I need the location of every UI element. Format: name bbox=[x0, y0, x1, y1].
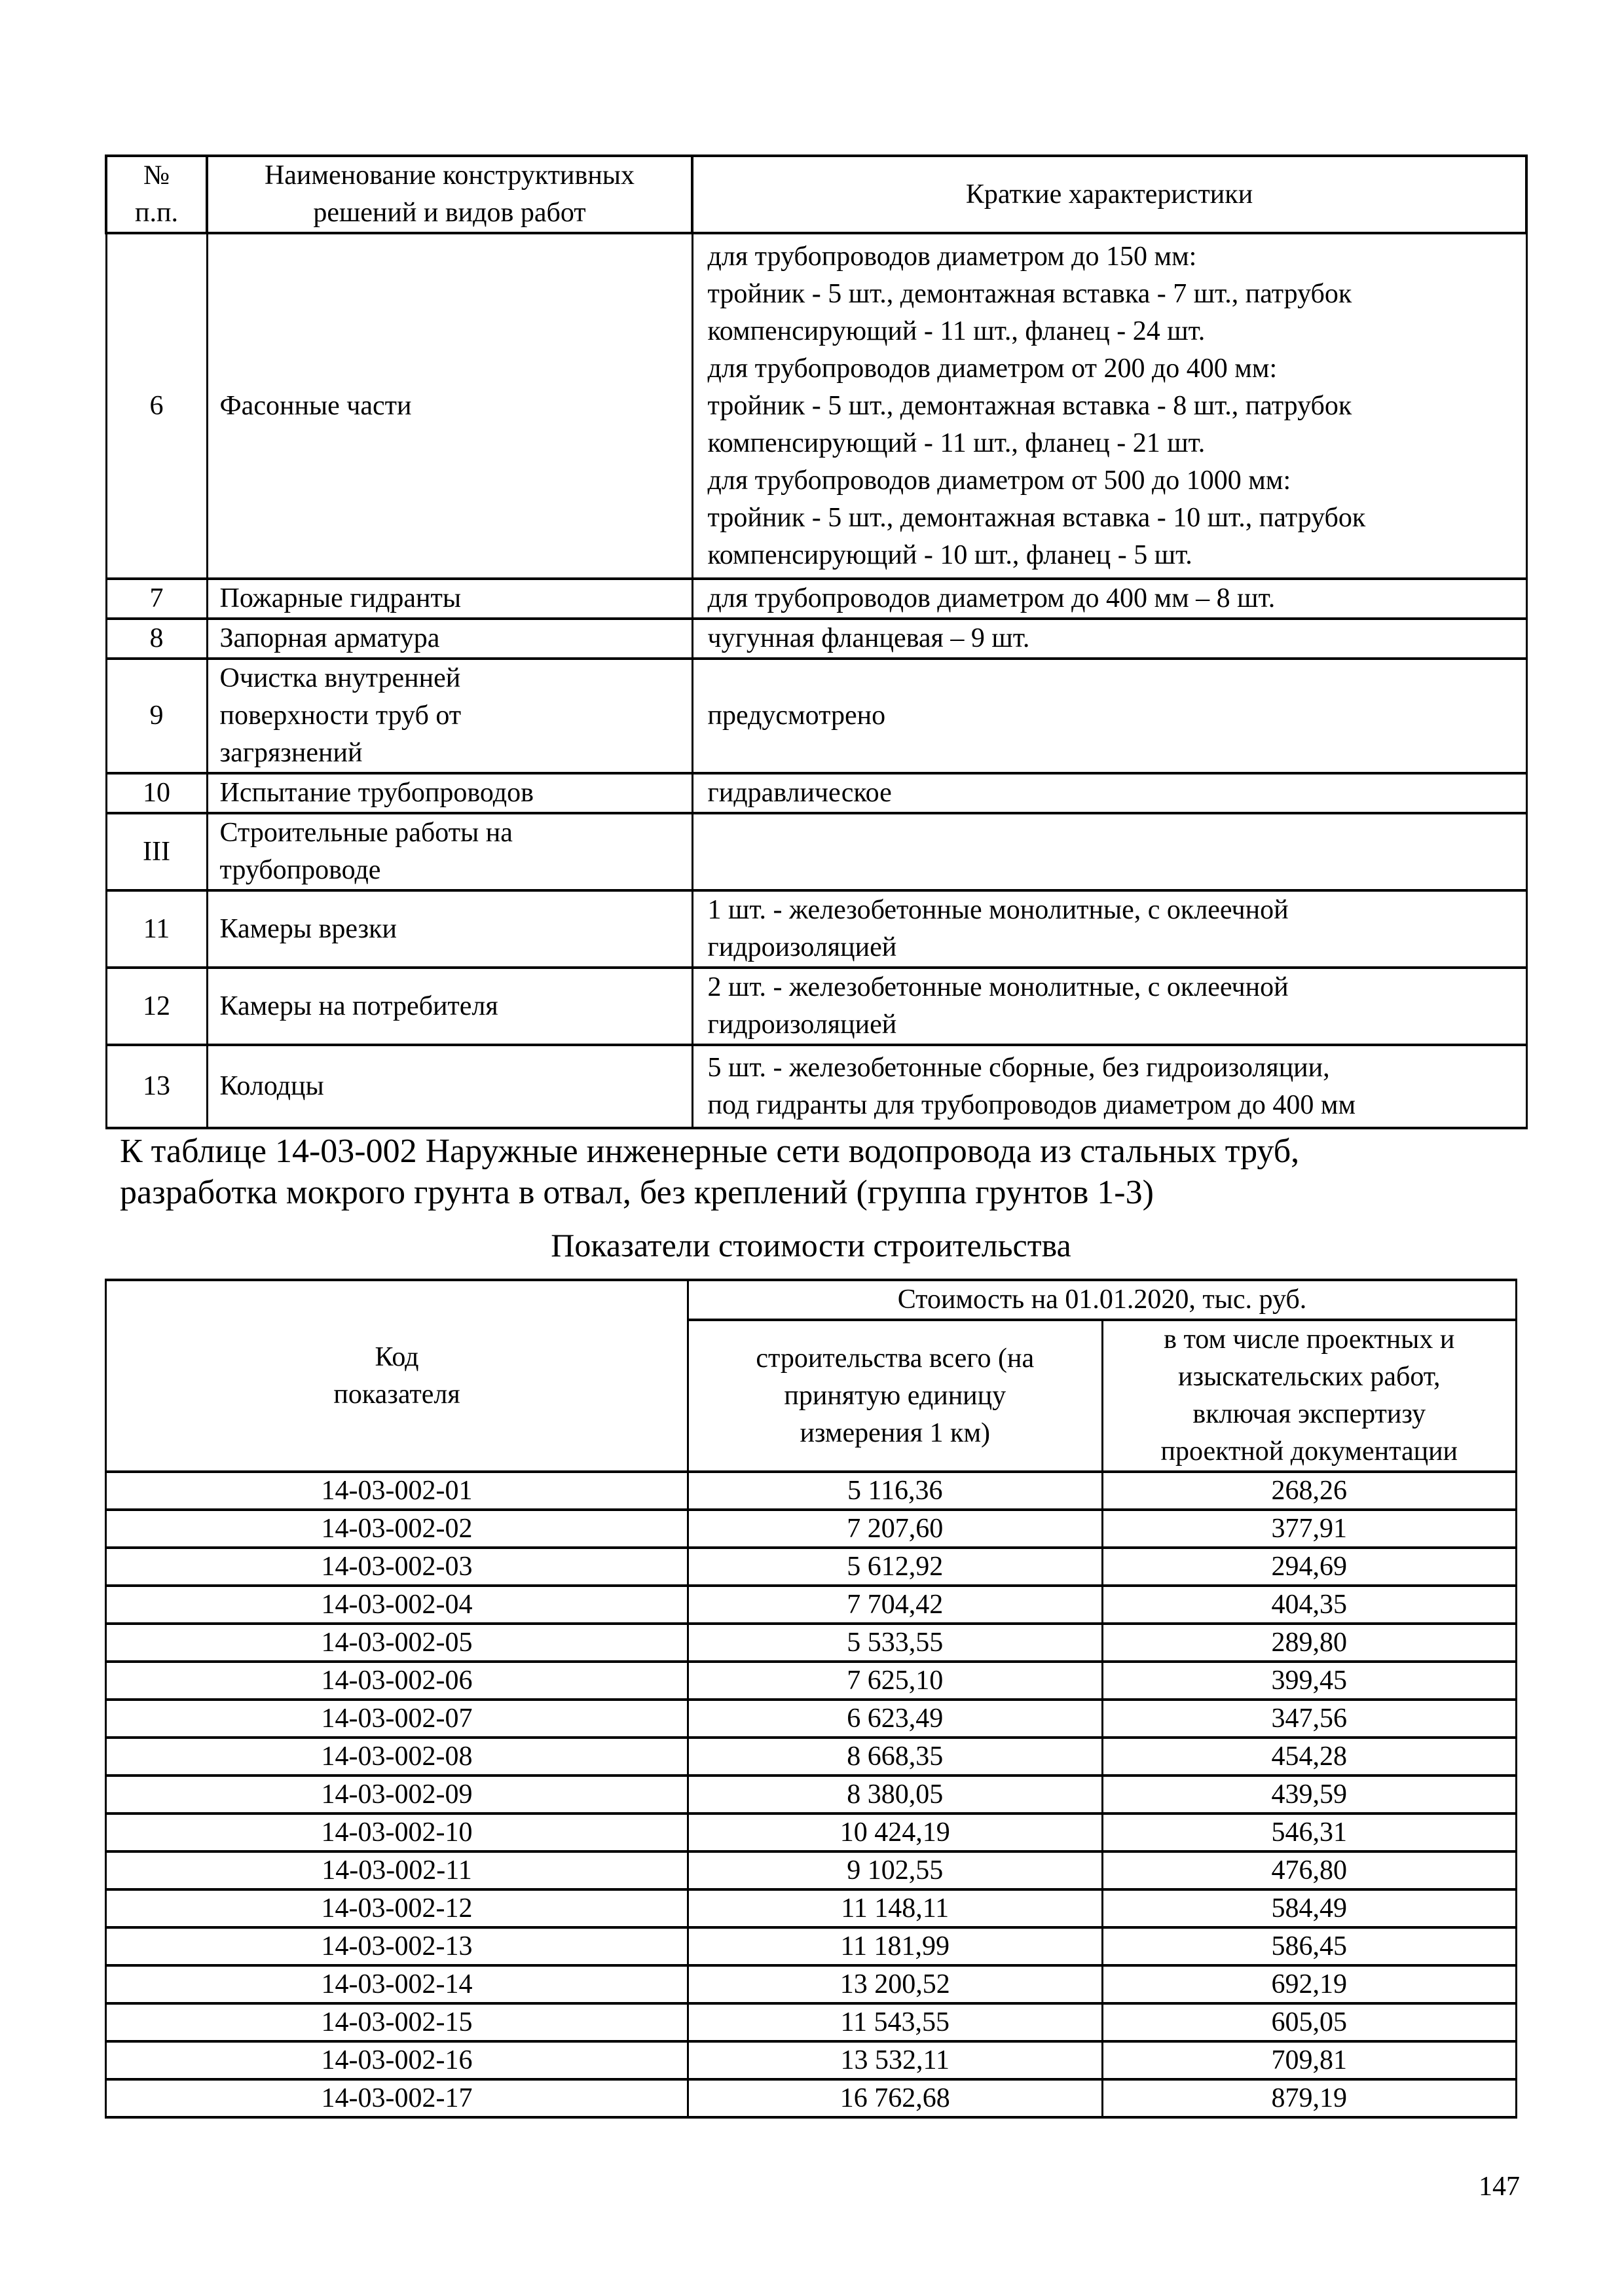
total-cell: 13 532,11 bbox=[688, 2041, 1103, 2079]
table-header-row bbox=[106, 1280, 1517, 1320]
table-row bbox=[106, 1662, 1517, 1700]
code-cell: 14-03-002-11 bbox=[106, 1851, 688, 1889]
design-cell: 584,49 bbox=[1102, 1889, 1517, 1927]
table-row bbox=[106, 890, 1526, 968]
table-row bbox=[106, 619, 1526, 659]
construction-characteristics-table bbox=[105, 155, 1528, 1129]
table-row bbox=[106, 1700, 1517, 1738]
section-name: Строительные работы на трубопроводе bbox=[207, 813, 692, 890]
table-row bbox=[106, 1738, 1517, 1776]
code-cell: 14-03-002-07 bbox=[106, 1700, 688, 1738]
table-header-row bbox=[106, 156, 1526, 233]
total-cell: 6 623,49 bbox=[688, 1700, 1103, 1738]
row-number: 9 bbox=[106, 659, 207, 773]
table-row bbox=[106, 773, 1526, 813]
total-cell: 9 102,55 bbox=[688, 1851, 1103, 1889]
code-cell: 14-03-002-13 bbox=[106, 1927, 688, 1965]
total-cell: 8 668,35 bbox=[688, 1738, 1103, 1776]
total-cell: 11 181,99 bbox=[688, 1927, 1103, 1965]
code-cell: 14-03-002-05 bbox=[106, 1624, 688, 1662]
code-cell: 14-03-002-17 bbox=[106, 2079, 688, 2117]
table-section-row bbox=[106, 813, 1526, 890]
design-cell: 404,35 bbox=[1102, 1586, 1517, 1624]
total-cell: 5 533,55 bbox=[688, 1624, 1103, 1662]
row-name: Пожарные гидранты bbox=[207, 579, 692, 619]
design-cell: 294,69 bbox=[1102, 1548, 1517, 1586]
header-code: Код показателя bbox=[106, 1280, 688, 1472]
page-number: 147 bbox=[1479, 2172, 1520, 2202]
row-number: 12 bbox=[106, 968, 207, 1045]
code-cell: 14-03-002-14 bbox=[106, 1965, 688, 2003]
header-cost-group: Стоимость на 01.01.2020, тыс. руб. bbox=[688, 1280, 1517, 1320]
design-cell: 454,28 bbox=[1102, 1738, 1517, 1776]
design-cell: 586,45 bbox=[1102, 1927, 1517, 1965]
section-heading: К таблице 14-03-002 Наружные инженерные сети водопровода из стальных труб, разработка мокрого грунта в отвал, без креплений (группа грунтов 1-3) bbox=[120, 1133, 1300, 1211]
table-row bbox=[106, 2003, 1517, 2041]
total-cell: 8 380,05 bbox=[688, 1776, 1103, 1813]
code-cell: 14-03-002-12 bbox=[106, 1889, 688, 1927]
table-row bbox=[106, 1510, 1517, 1548]
design-cell: 546,31 bbox=[1102, 1813, 1517, 1851]
table-row bbox=[106, 1927, 1517, 1965]
design-cell: 377,91 bbox=[1102, 1510, 1517, 1548]
table-row bbox=[106, 1889, 1517, 1927]
header-name: Наименование конструктивных решений и видов работ bbox=[207, 156, 692, 233]
table-row bbox=[106, 1851, 1517, 1889]
total-cell: 11 543,55 bbox=[688, 2003, 1103, 2041]
code-cell: 14-03-002-08 bbox=[106, 1738, 688, 1776]
table-row bbox=[106, 1548, 1517, 1586]
table-row bbox=[106, 968, 1526, 1045]
row-number: 6 bbox=[106, 233, 207, 579]
header-design-cost: в том числе проектных и изыскательских работ, включая экспертизу проектной документации bbox=[1102, 1320, 1517, 1472]
row-name: Фасонные части bbox=[207, 233, 692, 579]
row-name: Испытание трубопроводов bbox=[207, 773, 692, 813]
table-row bbox=[106, 1776, 1517, 1813]
row-name: Камеры врезки bbox=[207, 890, 692, 968]
row-description: для трубопроводов диаметром до 150 мм: тройник - 5 шт., демонтажная вставка - 7 шт., патрубок компенсирующий - 11 шт., фланец - 24 шт. для трубопроводов диаметром от 200 до 400 мм: тройник - 5 шт., демонтажная вставка - 8 шт., патрубок компенсирующий - 11 шт., фланец - 21 шт. для трубопроводов диаметром от 500 до 1000 мм: тройник - 5 шт., демонтажная вставка - 10 шт., патрубок компенсирующий - 10 шт., фланец - 5 шт. bbox=[692, 233, 1526, 579]
code-cell: 14-03-002-04 bbox=[106, 1586, 688, 1624]
design-cell: 605,05 bbox=[1102, 2003, 1517, 2041]
code-cell: 14-03-002-16 bbox=[106, 2041, 688, 2079]
row-description: 1 шт. - железобетонные монолитные, с оклеечной гидроизоляцией bbox=[692, 890, 1526, 968]
design-cell: 709,81 bbox=[1102, 2041, 1517, 2079]
total-cell: 10 424,19 bbox=[688, 1813, 1103, 1851]
row-description: предусмотрено bbox=[692, 659, 1526, 773]
row-description: 5 шт. - железобетонные сборные, без гидроизоляции, под гидранты для трубопроводов диаметром до 400 мм bbox=[692, 1045, 1526, 1128]
table-title: Показатели стоимости строительства bbox=[551, 1227, 1071, 1264]
design-cell: 347,56 bbox=[1102, 1700, 1517, 1738]
row-description bbox=[692, 813, 1526, 890]
row-number: 11 bbox=[106, 890, 207, 968]
design-cell: 439,59 bbox=[1102, 1776, 1517, 1813]
row-name: Запорная арматура bbox=[207, 619, 692, 659]
table-row bbox=[106, 1965, 1517, 2003]
total-cell: 13 200,52 bbox=[688, 1965, 1103, 2003]
code-cell: 14-03-002-02 bbox=[106, 1510, 688, 1548]
row-number: 8 bbox=[106, 619, 207, 659]
table-row bbox=[106, 1472, 1517, 1510]
row-description: 2 шт. - железобетонные монолитные, с оклеечной гидроизоляцией bbox=[692, 968, 1526, 1045]
table-row bbox=[106, 233, 1526, 579]
code-cell: 14-03-002-01 bbox=[106, 1472, 688, 1510]
design-cell: 399,45 bbox=[1102, 1662, 1517, 1700]
design-cell: 268,26 bbox=[1102, 1472, 1517, 1510]
row-name: Очистка внутренней поверхности труб от загрязнений bbox=[207, 659, 692, 773]
row-number: 7 bbox=[106, 579, 207, 619]
row-description: гидравлическое bbox=[692, 773, 1526, 813]
table-row bbox=[106, 2079, 1517, 2117]
total-cell: 7 625,10 bbox=[688, 1662, 1103, 1700]
table-row bbox=[106, 659, 1526, 773]
row-description: для трубопроводов диаметром до 400 мм – 8 шт. bbox=[692, 579, 1526, 619]
total-cell: 11 148,11 bbox=[688, 1889, 1103, 1927]
design-cell: 879,19 bbox=[1102, 2079, 1517, 2117]
header-total-cost: строительства всего (на принятую единицу измерения 1 км) bbox=[688, 1320, 1103, 1472]
table-row bbox=[106, 1045, 1526, 1128]
code-cell: 14-03-002-10 bbox=[106, 1813, 688, 1851]
section-number: III bbox=[106, 813, 207, 890]
total-cell: 5 116,36 bbox=[688, 1472, 1103, 1510]
row-description: чугунная фланцевая – 9 шт. bbox=[692, 619, 1526, 659]
total-cell: 7 704,42 bbox=[688, 1586, 1103, 1624]
total-cell: 7 207,60 bbox=[688, 1510, 1103, 1548]
table-row bbox=[106, 1813, 1517, 1851]
code-cell: 14-03-002-15 bbox=[106, 2003, 688, 2041]
row-number: 10 bbox=[106, 773, 207, 813]
header-description: Краткие характеристики bbox=[692, 156, 1526, 233]
cost-indicators-table bbox=[105, 1279, 1517, 2119]
row-name: Колодцы bbox=[207, 1045, 692, 1128]
total-cell: 5 612,92 bbox=[688, 1548, 1103, 1586]
code-cell: 14-03-002-06 bbox=[106, 1662, 688, 1700]
table-row bbox=[106, 1586, 1517, 1624]
code-cell: 14-03-002-09 bbox=[106, 1776, 688, 1813]
row-number: 13 bbox=[106, 1045, 207, 1128]
total-cell: 16 762,68 bbox=[688, 2079, 1103, 2117]
design-cell: 476,80 bbox=[1102, 1851, 1517, 1889]
row-name: Камеры на потребителя bbox=[207, 968, 692, 1045]
table-row bbox=[106, 579, 1526, 619]
design-cell: 692,19 bbox=[1102, 1965, 1517, 2003]
table-row bbox=[106, 2041, 1517, 2079]
design-cell: 289,80 bbox=[1102, 1624, 1517, 1662]
header-number: № п.п. bbox=[106, 156, 207, 233]
table-row bbox=[106, 1624, 1517, 1662]
code-cell: 14-03-002-03 bbox=[106, 1548, 688, 1586]
